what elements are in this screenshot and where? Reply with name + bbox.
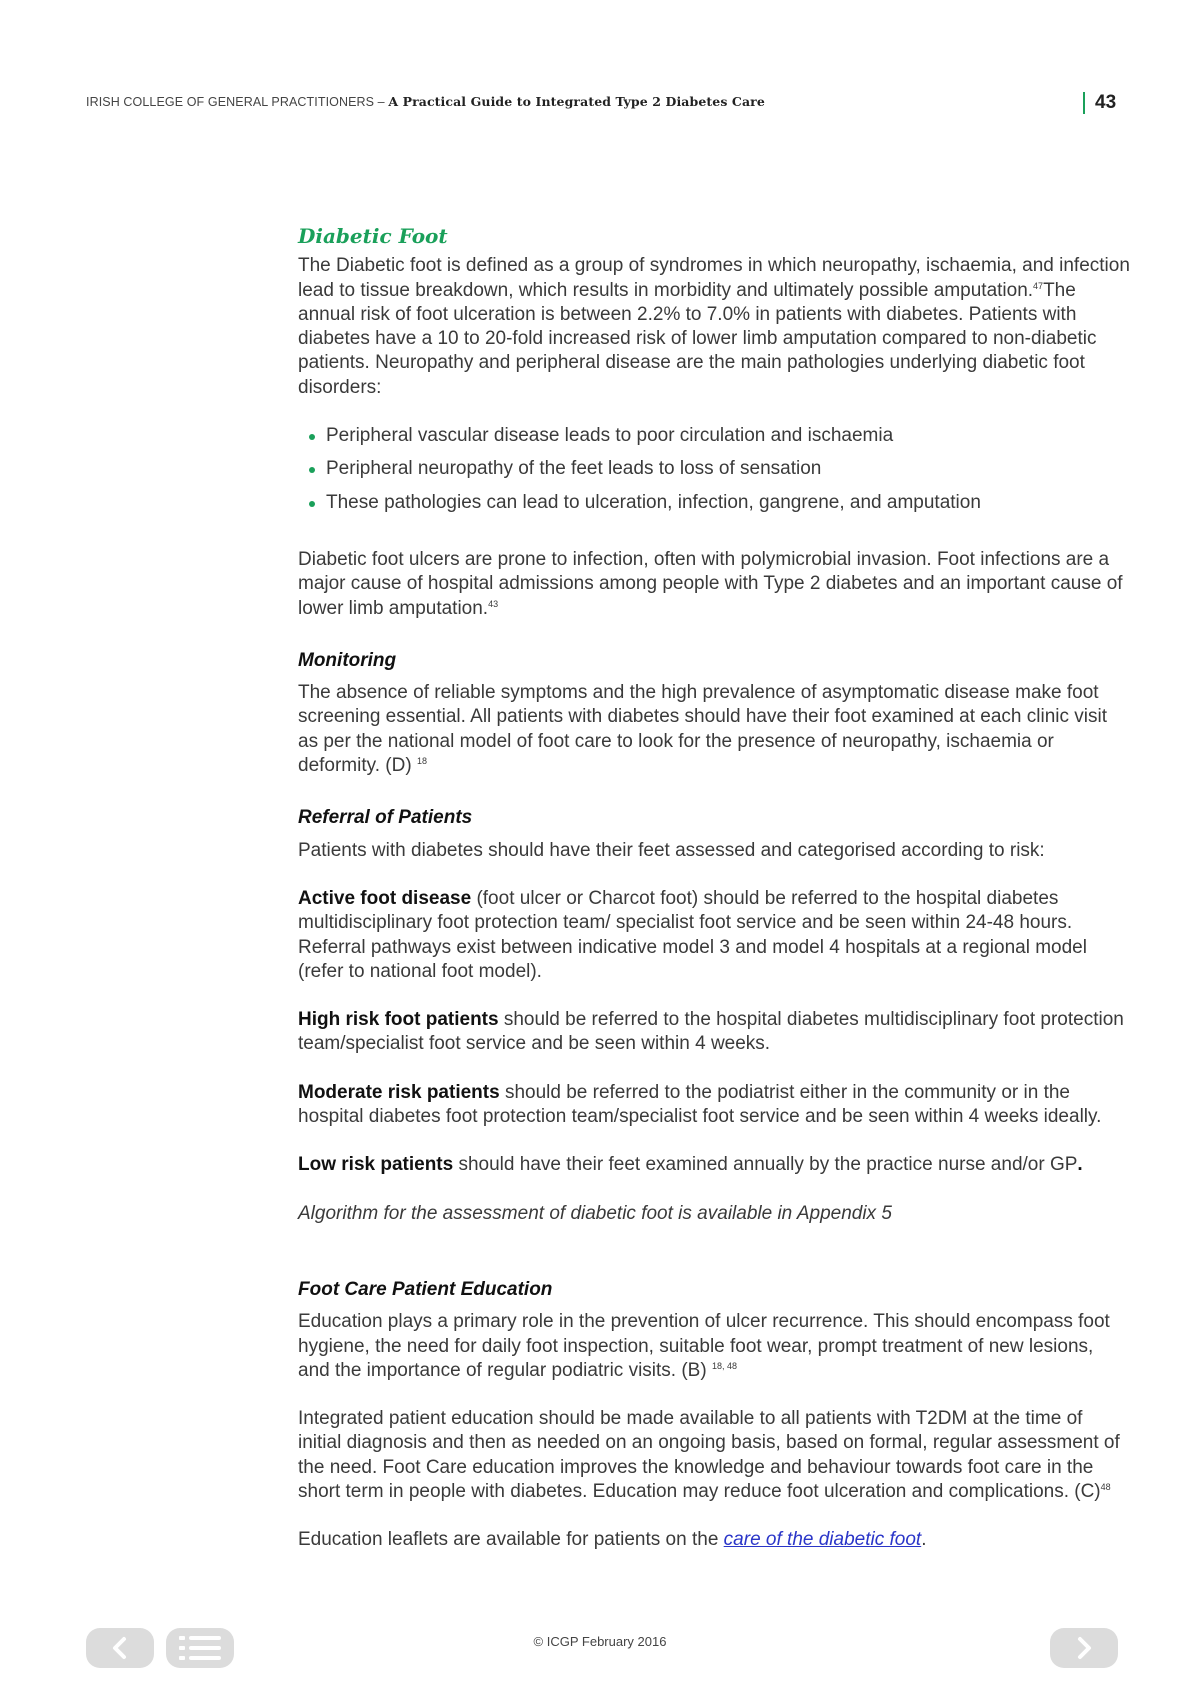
previous-page-button[interactable] [86, 1628, 154, 1668]
bullet-dot-icon [309, 467, 315, 473]
low-label: Low risk patients [298, 1154, 454, 1176]
section-title-monitoring: Monitoring [298, 649, 397, 671]
active-label: Active foot disease [298, 887, 472, 909]
monitoring-paragraph: The absence of reliable symptoms and the high prevalence of asymptomatic disease make foot screening essential. All patients with diabetes should have their foot examined at each clinic visit as per the national model of foot care to look for the presence of neuropathy, ischaemia or deformity. (D) $^{18}$ [298, 682, 1108, 777]
next-page-button[interactable] [1050, 1628, 1118, 1668]
chevron-left-icon [110, 1636, 130, 1660]
high-label: High risk foot patients [298, 1009, 499, 1031]
header-doc-title: A Practical Guide to Integrated Type 2 Diabetes Care [388, 94, 765, 109]
monitoring-ref: 18 [416, 756, 427, 767]
section-title-education: Foot Care Patient Education [298, 1278, 553, 1300]
section-title-referral: Referral of Patients [298, 807, 473, 829]
moderate-label: Moderate risk patients [298, 1081, 500, 1103]
referral-intro: Patients with diabetes should have their feet assessed and categorised according to risk: [298, 839, 1045, 861]
list-item: These pathologies can lead to ulceration, infection, gangrene, and amputation [308, 491, 1130, 515]
footer-copyright: © ICGP February 2016 [533, 1634, 667, 1649]
menu-list-icon [177, 1633, 223, 1663]
pathology-list [298, 424, 1130, 515]
referral-active: Active foot disease (foot ulcer or Charcot foot) should be referred to the hospital diabetes multidisciplinary foot protection team/ specialist foot service and be seen within 24-48 hours. Referral pathways exist between indicative model 3 and model 4 hospitals at a regional model (refer to national foot model). [298, 887, 1087, 982]
chevron-right-icon [1074, 1636, 1094, 1660]
algorithm-note: Algorithm for the assessment of diabetic foot is available in Appendix 5 [298, 1202, 892, 1224]
bullet-dot-icon [309, 434, 315, 440]
contents-menu-button[interactable] [166, 1628, 234, 1668]
list-item: Peripheral vascular disease leads to poor circulation and ischaemia [308, 424, 1130, 448]
education-leaflets: Education leaflets are available for patients on the care of the diabetic foot. [298, 1529, 927, 1551]
intro-text-2: The annual risk of foot ulceration is between 2.2% to 7.0% in patients with diabetes. Patients with diabetes have a 10 to 20-fold increased risk of lower limb amputation compared to non-diabetic patients. Neuropathy and peripheral disease are the main pathologies underlying diabetic foot disorders: [298, 279, 1097, 398]
bullet-dot-icon [309, 501, 315, 507]
education-paragraph-2: Integrated patient education should be made available to all patients with T2DM at the time of initial diagnosis and then as needed on an ongoing basis, based on formal, regular assessment of the need. Foot Care education improves the knowledge and behaviour towards foot care in the short term in people with diabetes. Education may reduce foot ulceration and complications. $(C)^{48}$ [298, 1408, 1120, 1502]
ulcers-paragraph: Diabetic foot ulcers are prone to infection, often with polymicrobial invasion. Foot infections are a major cause of hospital admissions among people with Type 2 diabetes and an important cause of lower limb amputation.$^{43}$ [298, 548, 1123, 619]
education-paragraph-1: Education plays a primary role in the prevention of ulcer recurrence. This should encompass foot hygiene, the need for daily foot inspection, suitable foot wear, prompt treatment of new lesions, and the importance of regular podiatric visits. (B) $^{18, 48}$ [298, 1311, 1110, 1381]
diabetic-foot-intro [298, 254, 1130, 400]
page-header [86, 94, 1116, 118]
list-item: Peripheral neuropathy of the feet leads to loss of sensation [308, 457, 1130, 481]
ulcers-ref: 43 [488, 598, 499, 609]
referral-moderate: Moderate risk patients should be referred to the podiatrist either in the community or in the hospital diabetes foot protection team/specialist foot service and be seen within 4 weeks ideally. [298, 1081, 1102, 1128]
referral-high: High risk foot patients should be referred to the hospital diabetes multidisciplinary foot protection team/specialist foot service and be seen within 4 weeks. [298, 1009, 1124, 1055]
education-ref-2: 48 [1100, 1481, 1111, 1492]
main-content [298, 224, 1130, 1553]
section-title-diabetic-foot: Diabetic Foot [298, 224, 448, 248]
intro-text-1: The Diabetic foot is defined as a group of syndromes in which neuropathy, ischaemia, and infection lead to tissue breakdown, which results in morbidity and ultimately possible amputation. [298, 255, 1130, 301]
education-ref-1: 18, 48 [711, 1360, 737, 1371]
diabetic-foot-link[interactable]: care of the diabetic foot [723, 1529, 922, 1551]
header-org: IRISH COLLEGE OF GENERAL PRACTITIONERS – [86, 95, 385, 109]
intro-ref: 47 [1033, 280, 1044, 291]
page-number: 43 [1083, 92, 1116, 114]
referral-low: Low risk patients should have their feet examined annually by the practice nurse and/or GP. [298, 1154, 1083, 1176]
